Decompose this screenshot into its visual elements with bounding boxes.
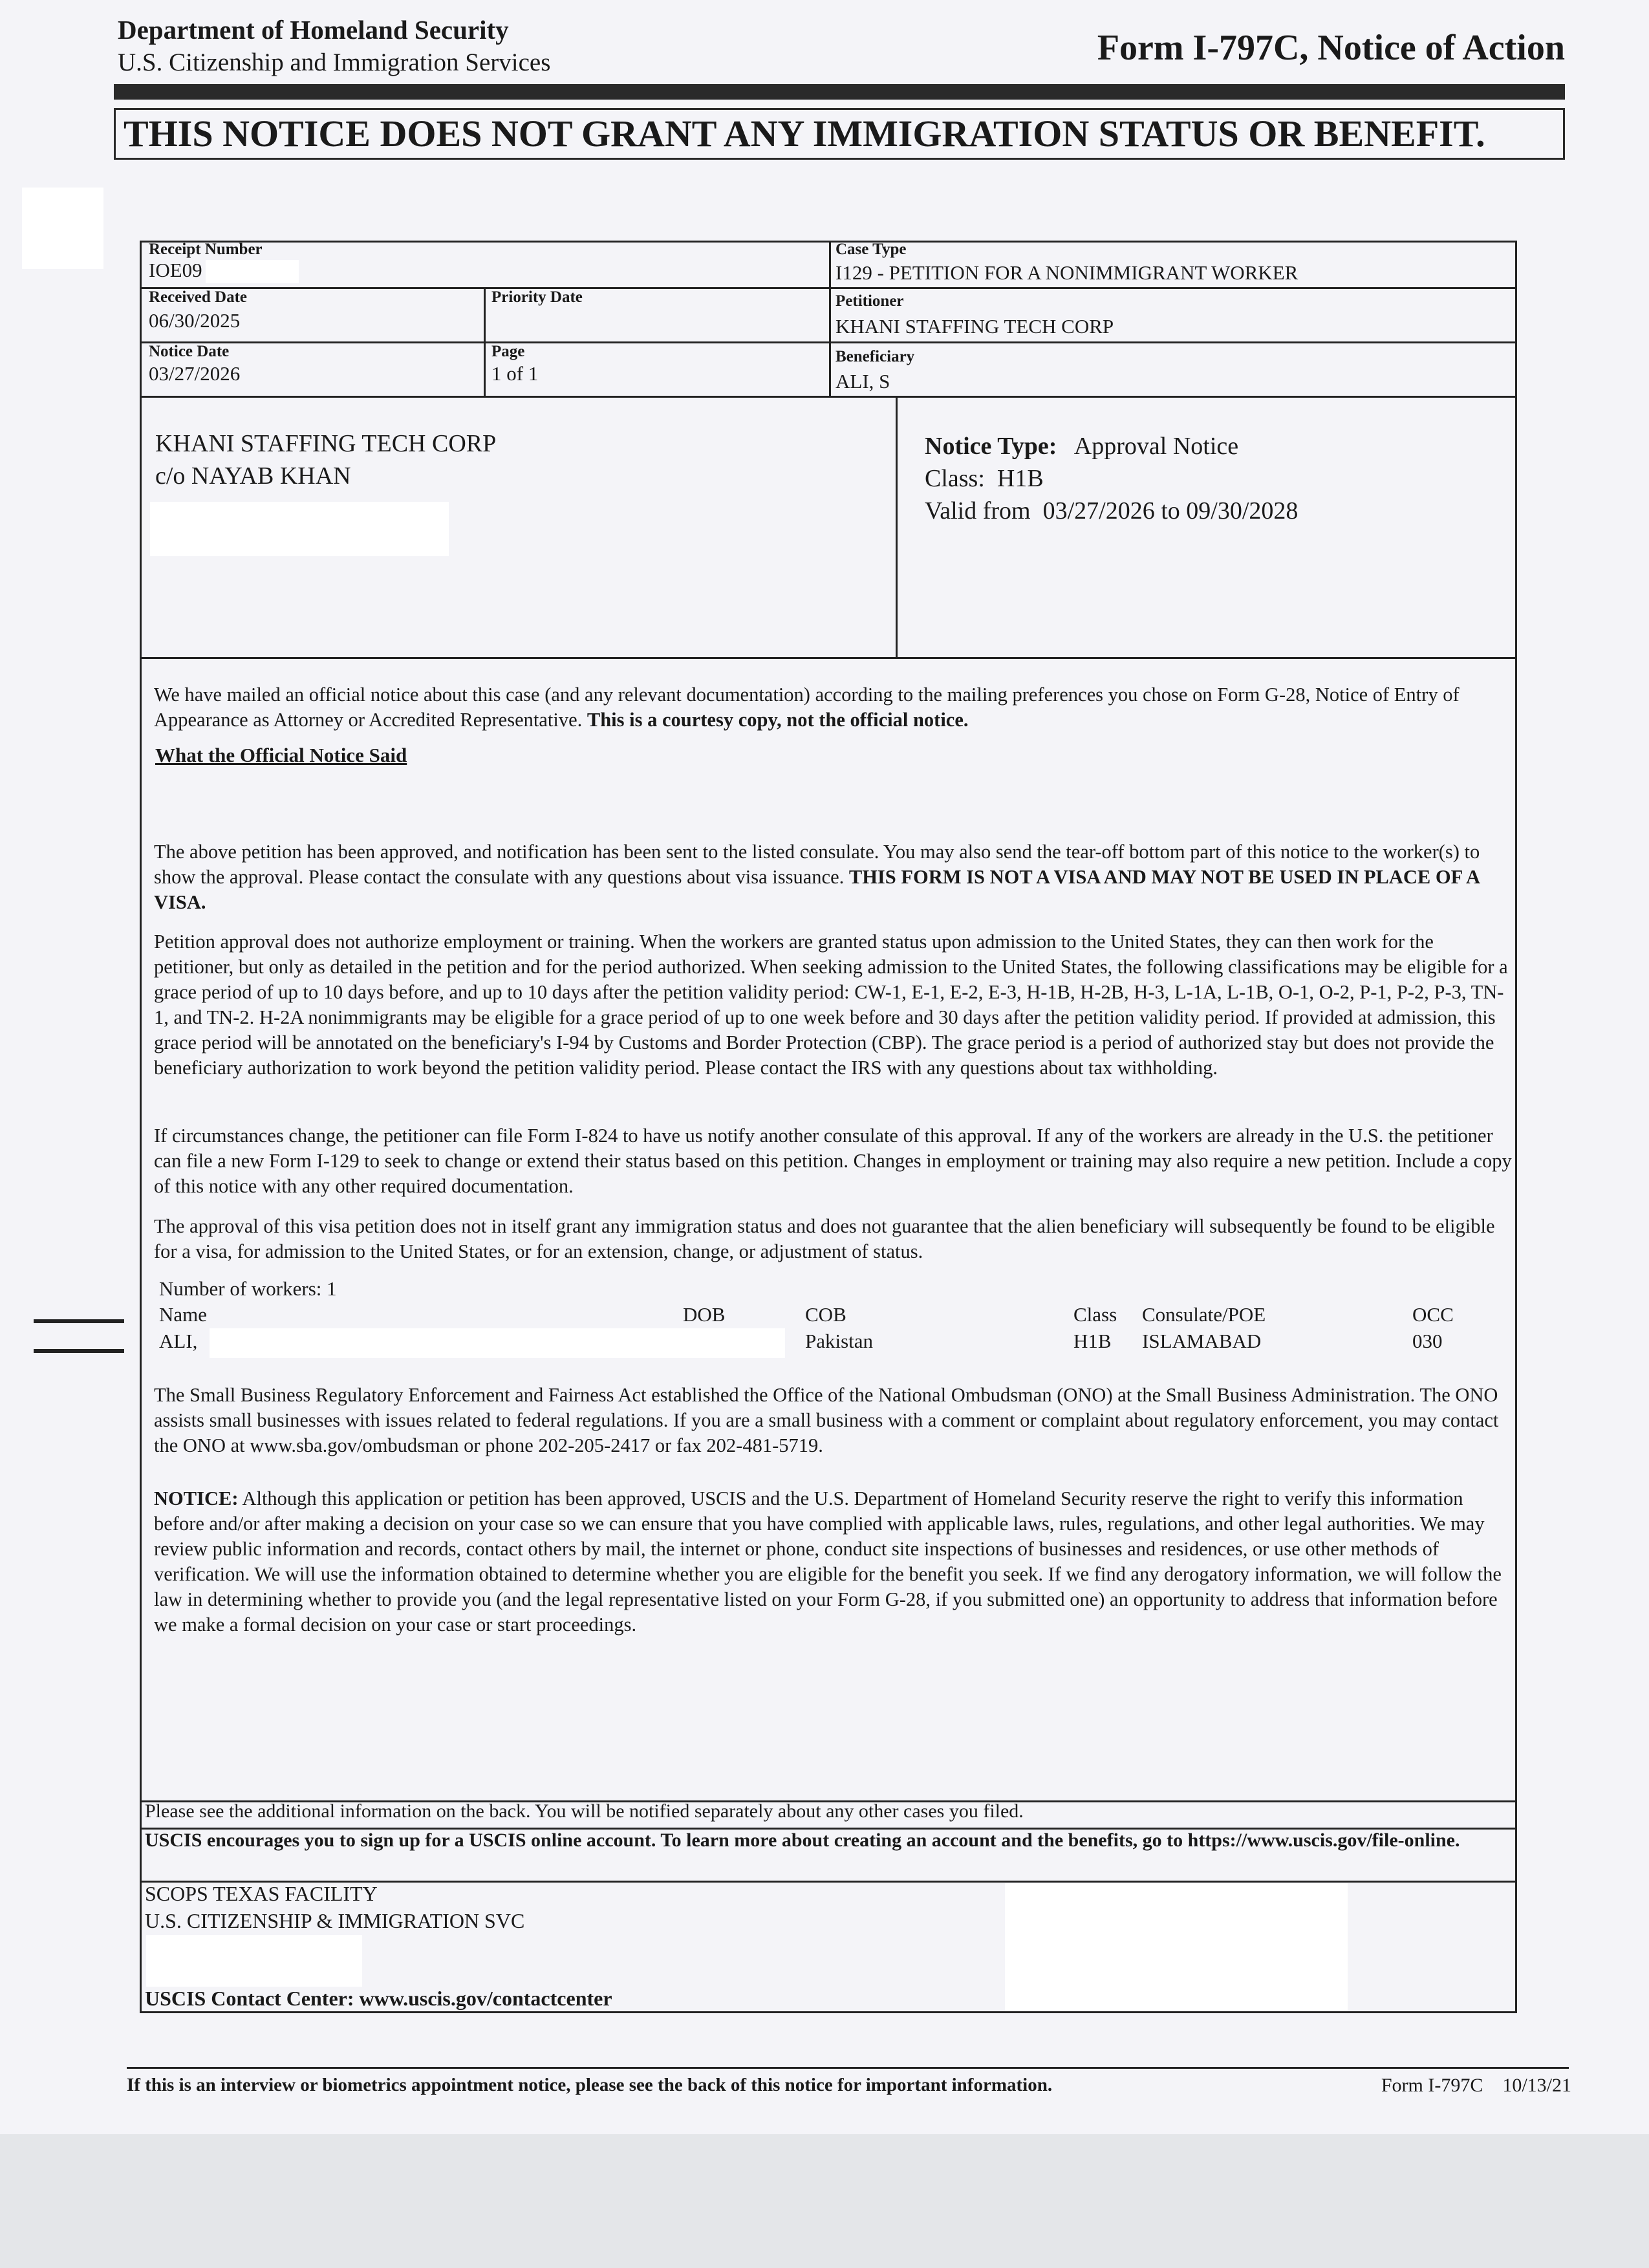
valid-label: Valid from bbox=[925, 497, 1031, 524]
courtesy-bold-text: This is a courtesy copy, not the official notice. bbox=[587, 709, 969, 731]
redaction-box bbox=[1005, 1883, 1348, 2011]
redaction-box bbox=[206, 260, 299, 283]
notice-text: Although this application or petition has been approved, USCIS and the U.S. Department of Homeland Security reserve the right to verify this information before and/or after making a decision on your case so we can ensure that you have complied with applicable laws, rules, regulations, and other legal authorities. We may review public information and records, contact others by mail, the internet or phone, conduct site inspections of businesses and residences, or use other methods of verification. We will use the information obtained to determine whether you are eligible for the benefit you seek. If we find any derogatory information, we will follow the law in determining whether to provide you (and the legal representative listed on your Form G-28, if you submitted one) an opportunity to address that information before we make a formal decision on your case or start proceedings. bbox=[154, 1487, 1502, 1636]
courtesy-copy-paragraph bbox=[154, 682, 1512, 733]
beneficiary-label: Beneficiary bbox=[835, 348, 915, 365]
office-line1: SCOPS TEXAS FACILITY bbox=[145, 1882, 378, 1905]
page-label: Page bbox=[491, 343, 525, 360]
courtesy-text: We have mailed an official notice about this case (and any relevant documentation) according to the mailing preferences you chose on Form G-28, Notice of Entry of Appearance as Attorney or Accredited Representative. bbox=[154, 684, 1460, 731]
petitioner-label: Petitioner bbox=[835, 292, 904, 310]
employment-paragraph: Petition approval does not authorize employment or training. When the workers are granted status upon admission to the United States, they can then work for the petitioner, but only as detailed in the petition and for the period authorized. When seeking admission to the United States, the following classifications may be eligible for a grace period of up to 10 days before, and up to 10 days after the petition validity period: CW-1, E-1, E-2, E-3, H-1B, H-2B, H-3, L-1A, L-1B, O-1, O-2, P-1, P-2, P-3, TN-1, and TN-2. H-2A nonimmigrants may be eligible for a grace period of up to one week before and 30 days after the petition validity period. If provided at admission, this grace period will be annotated on the beneficiary's I-94 by Customs and Border Protection (CBP). The grace period is a period of authorized stay but does not provide the beneficiary authorization to work beyond the petition validity period. Please contact the IRS with any questions about tax withholding. bbox=[154, 931, 1508, 1079]
valid-to-date: 09/30/2028 bbox=[1186, 497, 1299, 524]
priority-date-label: Priority Date bbox=[491, 288, 583, 306]
worker-consulate: ISLAMABAD bbox=[1142, 1330, 1262, 1352]
margin-mark bbox=[34, 1319, 124, 1323]
verification-notice-paragraph bbox=[154, 1486, 1512, 1637]
online-account-note: USCIS encourages you to sign up for a USCIS online account. To learn more about creating an account and the benefits, go to https://www.uscis.gov/file-online. bbox=[145, 1830, 1460, 1851]
petitioner-value: KHANI STAFFING TECH CORP bbox=[835, 315, 1114, 338]
header-rule bbox=[114, 84, 1565, 100]
mailing-address-line1: KHANI STAFFING TECH CORP bbox=[155, 430, 497, 457]
valid-to-word: to bbox=[1161, 497, 1180, 524]
received-date-value: 06/30/2025 bbox=[149, 309, 241, 332]
worker-name: ALI, bbox=[159, 1330, 198, 1352]
form-date: 10/13/21 bbox=[1502, 2075, 1571, 2096]
footer-note: If this is an interview or biometrics appointment notice, please see the back of this notice for important information. bbox=[127, 2075, 1053, 2095]
additional-info-note: Please see the additional information on the back. You will be notified separately about any other cases you filed. bbox=[145, 1800, 1024, 1822]
form-id: Form I-797C bbox=[1381, 2075, 1483, 2096]
notice-type bbox=[925, 432, 1238, 460]
notice-date-label: Notice Date bbox=[149, 343, 230, 360]
worker-occ: 030 bbox=[1412, 1330, 1443, 1352]
mailing-address-line2: c/o NAYAB KHAN bbox=[155, 462, 351, 490]
case-type-value: I129 - PETITION FOR A NONIMMIGRANT WORKER bbox=[835, 261, 1299, 284]
ombudsman-paragraph: The Small Business Regulatory Enforcement and Fairness Act established the Office of the National Ombudsman (ONO) at the Small Business Administration. The ONO assists small businesses with issues related to federal regulations. If you are a small business with a comment or complaint about regulatory enforcement, you may contact the ONO at www.sba.gov/ombudsman or phone 202-205-2417 or fax 202-481-5719. bbox=[154, 1384, 1499, 1456]
agency-name: U.S. Citizenship and Immigration Services bbox=[118, 49, 551, 76]
scan-background bbox=[0, 2134, 1649, 2268]
section-heading: What the Official Notice Said bbox=[155, 744, 407, 766]
worker-count: Number of workers: 1 bbox=[159, 1277, 337, 1300]
divider bbox=[140, 2011, 1517, 2013]
validity-period bbox=[925, 497, 1298, 525]
class-label: Class: bbox=[925, 465, 985, 492]
footer-form-id bbox=[1381, 2075, 1571, 2097]
department-name: Department of Homeland Security bbox=[118, 15, 509, 45]
redaction-box bbox=[146, 1935, 362, 1987]
beneficiary-value: ALI, S bbox=[835, 370, 890, 393]
circumstances-paragraph: If circumstances change, the petitioner can file Form I-824 to have us notify another consulate of this approval. If any of the workers are already in the U.S. the petitioner can file a new Form I-129 to seek to change or extend their status based on this petition. Changes in employment or training may also require a new petition. Include a copy of this notice with any other required documentation. bbox=[154, 1125, 1512, 1197]
worker-cob: Pakistan bbox=[805, 1330, 874, 1352]
col-header-consulate: Consulate/POE bbox=[1142, 1303, 1266, 1326]
notice-class bbox=[925, 464, 1044, 493]
receipt-number-label: Receipt Number bbox=[149, 241, 263, 258]
approval-text: The above petition has been approved, and notification has been sent to the listed consulate. You may also send the tear-off bottom part of this notice to the worker(s) to show the approval. Please contact the consulate with any questions about visa issuance. bbox=[154, 841, 1480, 888]
footer-rule bbox=[127, 2067, 1569, 2069]
not-a-visa-warning: THIS FORM IS NOT A VISA AND MAY NOT BE USED IN PLACE OF A VISA. bbox=[154, 866, 1480, 913]
approval-disclaimer-paragraph: The approval of this visa petition does not in itself grant any immigration status and does not guarantee that the alien beneficiary will subsequently be found to be eligible for a visa, for admission to the United States, or for an extension, change, or adjustment of status. bbox=[154, 1215, 1495, 1262]
approval-paragraph bbox=[154, 839, 1512, 915]
page-value: 1 of 1 bbox=[491, 362, 539, 385]
form-title: Form I-797C, Notice of Action bbox=[1097, 28, 1565, 68]
notice-label: NOTICE: bbox=[154, 1487, 239, 1509]
case-type-label: Case Type bbox=[835, 241, 907, 258]
margin-mark bbox=[34, 1349, 124, 1353]
col-header-class: Class bbox=[1073, 1303, 1117, 1326]
col-header-occ: OCC bbox=[1412, 1303, 1454, 1326]
notice-date-value: 03/27/2026 bbox=[149, 362, 241, 385]
worker-class: H1B bbox=[1073, 1330, 1112, 1352]
redaction-box bbox=[22, 188, 103, 269]
col-header-cob: COB bbox=[805, 1303, 846, 1326]
status-banner: THIS NOTICE DOES NOT GRANT ANY IMMIGRATION STATUS OR BENEFIT. bbox=[114, 108, 1565, 160]
receipt-number-value: IOE09 bbox=[149, 259, 202, 281]
redaction-box bbox=[210, 1328, 785, 1358]
redaction-box bbox=[150, 502, 449, 556]
received-date-label: Received Date bbox=[149, 288, 248, 306]
notice-type-label: Notice Type: bbox=[925, 433, 1057, 460]
class-value: H1B bbox=[997, 465, 1044, 492]
col-header-dob: DOB bbox=[683, 1303, 726, 1326]
valid-from-date: 03/27/2026 bbox=[1042, 497, 1155, 524]
office-line2: U.S. CITIZENSHIP & IMMIGRATION SVC bbox=[145, 1909, 525, 1932]
contact-center: USCIS Contact Center: www.uscis.gov/contactcenter bbox=[145, 1987, 612, 2010]
col-header-name: Name bbox=[159, 1303, 208, 1326]
notice-type-value: Approval Notice bbox=[1073, 433, 1239, 460]
